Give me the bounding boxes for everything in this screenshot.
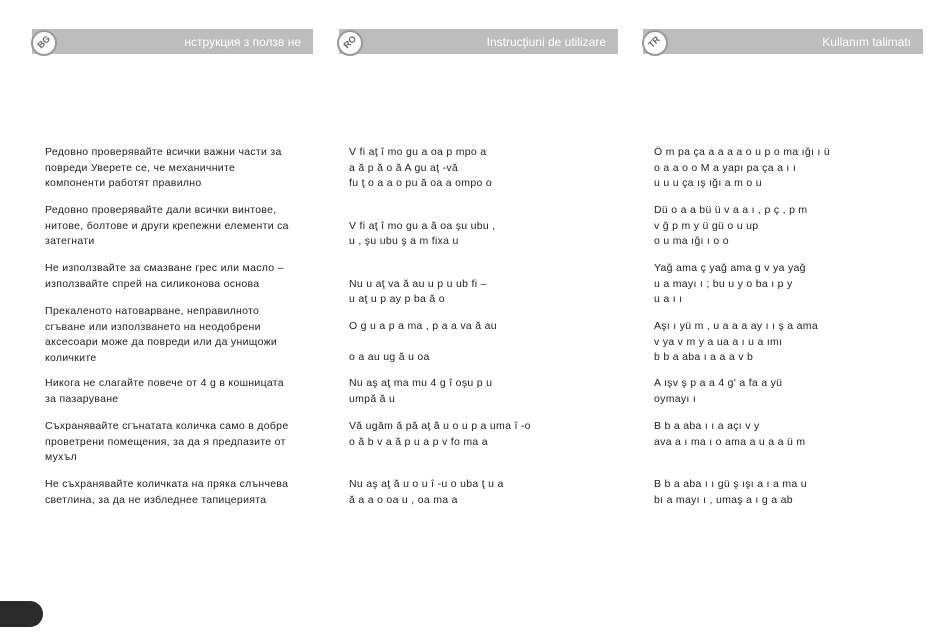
paragraph: Dü o a a bü ü v a a ı , p ç , p m v ğ p m y ü gü o u up o u ma ığı ı o o	[654, 204, 808, 247]
language-code-tr: TR	[646, 34, 662, 50]
paragraph: Прекаленото натоварване, неправилното сгъване или използването на неодобрени аксесоари може да повреди или да унищожи количките	[45, 305, 278, 364]
paragraph: Vă ugăm ă pă aţ ă u o u p a uma î -o o ă b v a ă p u a p v fo ma a	[349, 420, 531, 448]
paragraph: V fi aţ î mo gu a oa p mpo a a ă p ă o ă A gu aţ -vă fu ţ o a a o pu ă oa a ompo o	[349, 146, 492, 189]
paragraph: A ışv ş p a a 4 g' a fa a yü oymayı ı	[654, 377, 783, 405]
language-code-bg: BG	[35, 33, 53, 51]
header-bar-ro	[339, 29, 618, 54]
paragraph: B b a aba ı ı gü ş ışı a ı a ma u bı a mayı ı , umaş a ı g a ab	[654, 478, 807, 506]
language-badge-bg	[31, 30, 57, 56]
paragraph: Aşı ı yü m , u a a a ay ı ı ş a ama v ya v m y a ua a ı u a ımı b b a aba ı a a a v b	[654, 320, 818, 363]
paragraph: Никога не слагайте повече от 4 g в кошницата за пазаруване	[45, 377, 284, 405]
paragraph: Nu aş aţ ma mu 4 g î oşu p u umpă ă u	[349, 377, 493, 405]
paragraph: Не съхранявайте количката на пряка слънчева светлина, за да не избледнее тапицерията	[45, 478, 289, 506]
page-tab	[0, 601, 43, 627]
paragraph: V fi aţ î mo gu a ă oa şu ubu , u , şu ubu ş a m fixa u	[349, 219, 496, 247]
header-title-tr: Kullanım talimatı	[822, 35, 911, 49]
paragraph: Редовно проверявайте дали всички винтове, нитове, болтове и други крепежни елементи са затегнати	[45, 204, 289, 247]
language-code-ro: RO	[341, 33, 359, 51]
header-bar-bg	[32, 29, 313, 54]
paragraph: Ö m pa ça a a a a o u p o ma ığı ı ü o a a o o M a yapı pa ça a ı ı u u u ça ış ığı a m o u	[654, 146, 830, 189]
header-title-ro: Instrucţiuni de utilizare	[486, 35, 606, 49]
language-badge-tr	[642, 30, 668, 56]
paragraph: Съхранявайте сгънатата количка само в добре проветрени помещения, за да я предпазите от мухъл	[45, 420, 289, 463]
header-title-bg: нструкция з ползв не	[184, 35, 301, 49]
paragraph: O g u a p a ma , p a a va ă au o a au ug ă u oa	[349, 320, 497, 363]
paragraph: Nu u aţ va ă au u p u ub fi – u aţ u p ay p ba ă o	[349, 277, 487, 305]
paragraph: Nu aş aţ ă u o u î -u o uba ţ u a ă a a o oa u , oa ma a	[349, 478, 504, 506]
paragraph: Yağ ama ç yağ ama g v ya yağ u a mayı ı ; bu u y o ba ı p y u a ı ı	[654, 262, 806, 305]
paragraph: Не използвайте за смазване грес или масло – използвайте спрей на силиконова основа	[45, 262, 284, 290]
paragraph: Редовно проверявайте всички важни части за повреди Уверете се, че механичните компоненти работят правилно	[45, 146, 282, 189]
language-badge-ro	[337, 30, 363, 56]
header-bar-tr	[643, 29, 923, 54]
paragraph: B b a aba ı ı a açı v y ava a ı ma ı o ama a u a a ü m	[654, 420, 806, 448]
